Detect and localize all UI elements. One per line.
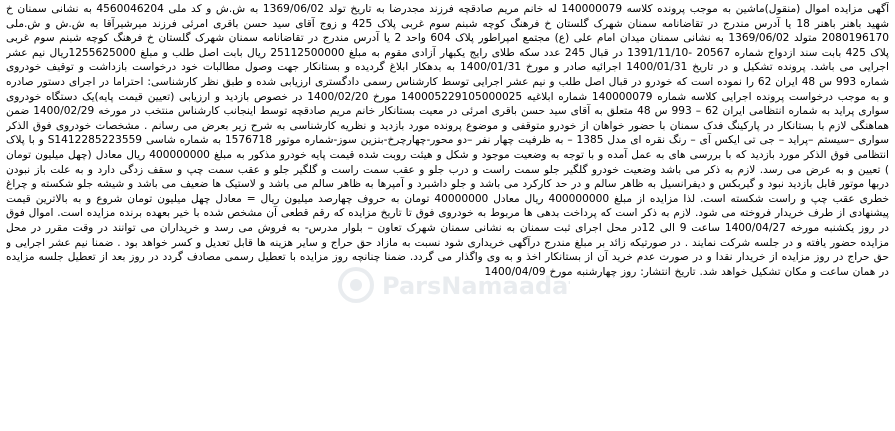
notice-body: آگهی مزایده اموال (منقول)ماشین به موجب پرونده کلاسه 140000079 له خانم مریم صادقچه فرزند مجدرضا به تاریخ تولد 1369/06/02 به ش.ش و کد ملی 4560046204 به نشانی سمنان خ شهید باهنر باهنر 18 یا آدرس مندرج در تقاضانامه سمنان شهرک گلستان خ فرهنگ کوچه شبنم سوم غربی پلاک 425 و زوج آقای سید حسن باقری امرئی فرزند میرشیرآقا به ش.ش و ش.ملی 2080196170 متولد 1369/06/02 به نشانی سمنان میدان امام علی (ع) مجتمع امپراطور پلاک 604 واحد 2 یا آدرس مندرج در تقاضانامه سمنان شهرک گلستان خ فرهنگ کوچه شبنم سوم غربی پلاک 425 بابت سند ازدواج شماره 20567 -1391/11/10 در قبال 245 عدد سکه طلای رایج یکبهار آزادی مقوم به مبلغ 25112500000 ریال بابت اصل طلب و مبلغ 1255625000ریال نیم عشر اجرایی می باشد. پرونده تشکیل و در تاریخ 1400/01/31 اجرائیه صادر و مورخ 1400/01/31 به بدهکار ابلاغ گردیده و بستانکار جهت وصول مطالبات خود درخواست بازداشت و توقیف خودروی شماره 993 س 48 ایران 62 را نموده است که خودرو در قبال اصل طلب و نیم عشر اجرایی توسط کارشناس رسمی دادگستری ارزیابی شده و طبق نظر کارشناسی: احتراما در اجرای دستور صادره و به موجب درخواست پرونده اجرایی کلاسه شماره 140000079 شماره ابلاغیه 140005229105000025 مورخ 1400/02/20 در خصوص بازدید و ارزیابی (تعیین قیمت پایه)یک دستگاه خودروی سواری پراید به شماره انتظامی ایران 62 – 993 س 48 متعلق به آقای سید حسن باقری امرئی در معیت بستانکار خانم مریم صادقچه توسط اینجانب کارشناس منتخب در مورخه 1400/02/29 ضمن هماهنگی لازم با بستانکار در پارکینگ فدک سمنان با حضور خواهان از خودرو متوقفی و موضوع پرونده مورد بازدید و نظریه کارشناسی به شرح زیر بعرض می رسانم . مشخصات خودروی فوق الذکر سواری –سیستم –پراید – جی تی ایکس آی – رنگ نقره ای مدل 1385 – به ظرفیت چهار نفر –دو محور-چهارچرخ-بنزین سوز-شماره موتور 1576718 به شماره شاسی S1412285223559 و با پلاک انتظامی فوق الذکر مورد بازدید که با بررسی های به عمل آمده و با توجه به وضعیت موجود و شکل و هیئت روبت شده قیمت پایه خودرو مذکور به مبلغ 400000000 ریال معادل (چهل میلیون تومان ) تعیین و به عرض می رسد. لازم به ذکر می باشد وضعیت خودرو گلگیر جلو سمت راست و درب جلو و عقب سمت راست و گلگیر جلو و عقب سمت چپ و سقف زدگی دارد و به علت باز نبودن دربها موتور قابل بازدید نبود و گیربکس و دیفرانسیل به ظاهر سالم و در حد کارکرد می باشد و جلو داشبرد و آمپرها به ظاهر سالم می باشد و لاستیک ها ضعیف می باشد و شیشه جلو شکسته و چراغ خطری عقب چپ و راست شکسته است. لذا مزایده از مبلغ 400000000 ریال معادل 40000000 تومان به حروف چهارصد میلیون ریال = معادل چهل میلیون تومان شروع و به بالاترین قیمت پیشنهادی از طرف خریدار فروخته می شود. لازم به ذکر است که پرداخت بدهی ها مربوط به خودروی فوق تا تاریخ مزایده که رقم قطعی آن مشخص شده با خیر بعهده برنده مزایده است. اموال فوق در روز یکشنبه مورخه 1400/04/27 ساعت 9 الی 12در محل اجرای ثبت سمنان به نشانی سمنان شهرک تعاون – بلوار مدرس- به فروش می رسد و خریداران می توانند در وقت مقرر در محل مزایده حضور یافته و در جلسه شرکت نمایند . در صورتیکه زائد بر مبلغ مندرج درآگهی خریداری شود نسبت به مازاد حق حراج و سایر هزینه ها قابل تعدیل و کسر خواهد بود . ضمنا نیم عشر اجرایی و حق حراج در روز مزایده از خریدار نقدا و در صورت عدم خرید آن از بستانکار اخذ و به وی واگذار می گردد. ضمنا چنانچه روز مزایده با تعطیل رسمی مصادف گردد در روز بعد از تعطیل جلسه مزایده در همان ساعت و مکان تشکیل خواهد شد. تاریخ انتشار: روز چهارشنبه مورخ 1400/04/09 [6,3,889,278]
auction-notice [6,2,889,429]
watermark-text: ParsNamaada [382,272,569,300]
